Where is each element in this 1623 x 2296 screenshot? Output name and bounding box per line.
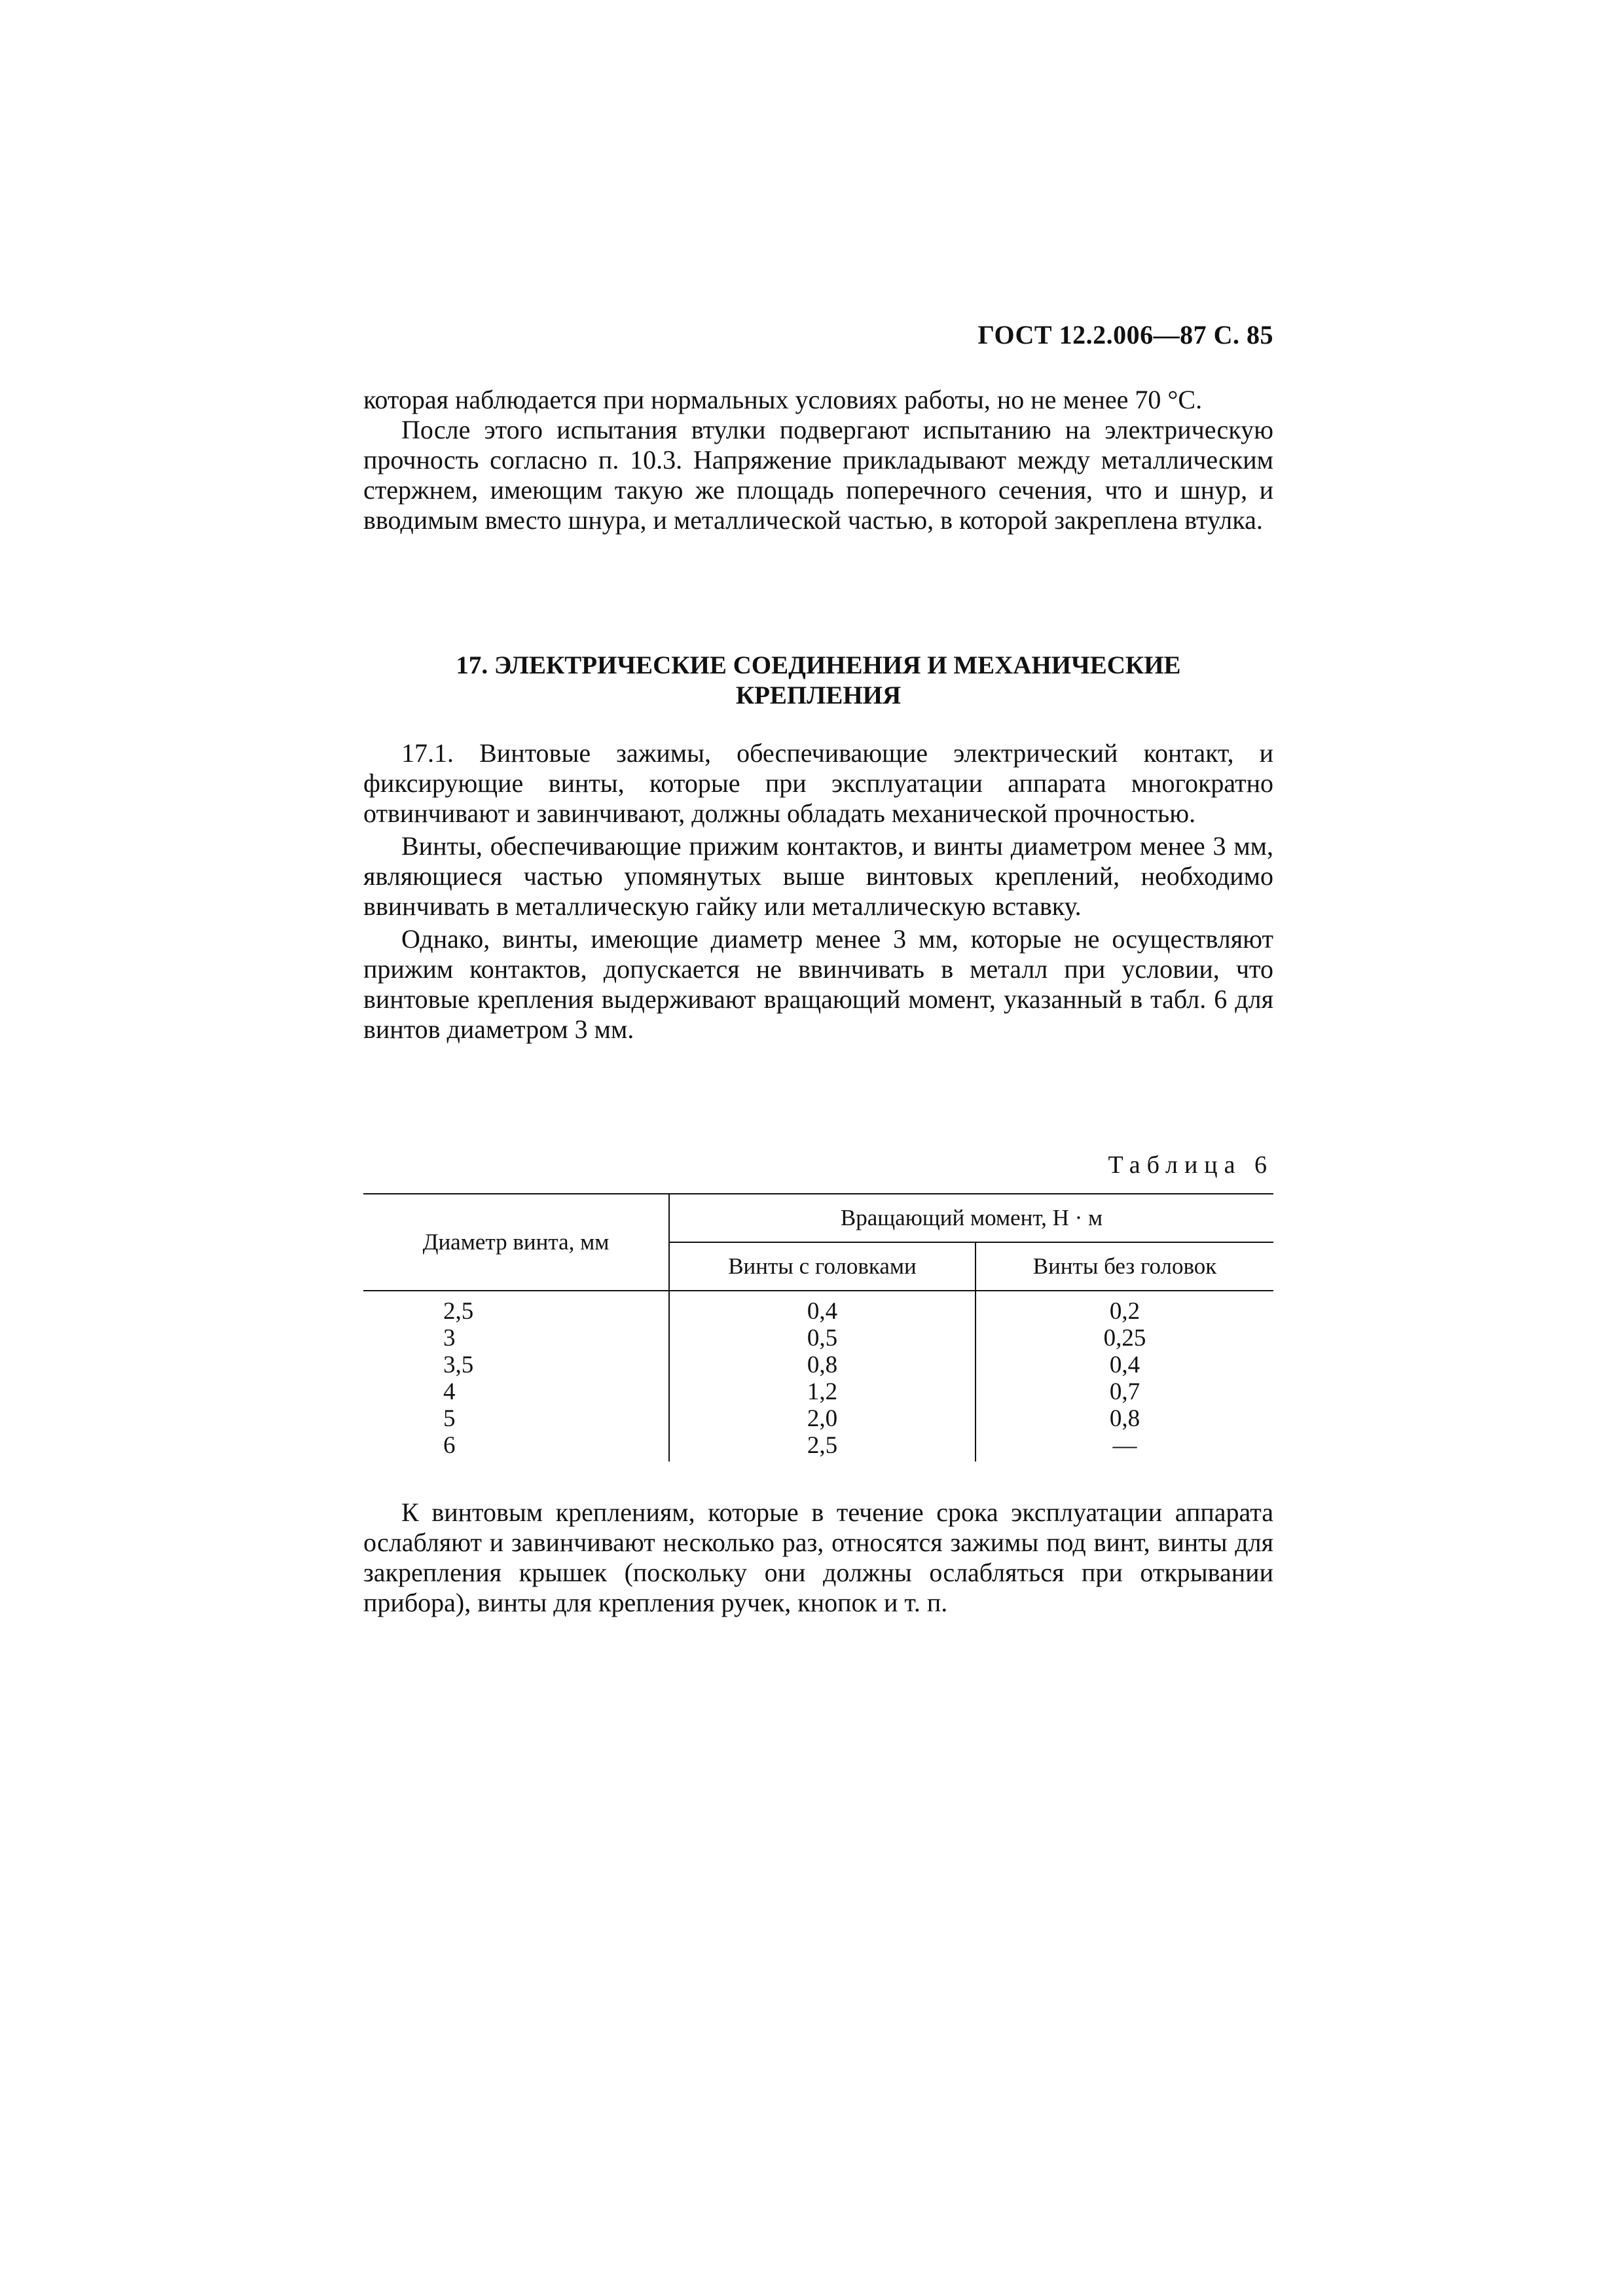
- cell-with-heads: 0,8: [669, 1352, 976, 1378]
- cell-without-heads: 0,8: [1109, 1405, 1140, 1432]
- paragraph: После этого испытания втулки подвергают испытанию на электрическую прочность согласно п. 10.3. Напряжение прикладывают между металлическим стержнем, имеющим такую же площадь поперечного сечения, что и шнур, и вводимым вместо шнура, и металлической частью, в которой закреплена втулка.: [363, 415, 1273, 535]
- torque-table: [363, 1193, 1273, 1462]
- cell-diameter: 3,5: [363, 1352, 669, 1378]
- cell-diameter: 4: [363, 1378, 669, 1405]
- cell-with-heads: 2,0: [669, 1405, 976, 1432]
- header-with-heads: Винты с головками: [669, 1242, 976, 1291]
- section-title-line: 17. ЭЛЕКТРИЧЕСКИЕ СОЕДИНЕНИЯ И МЕХАНИЧЕСКИЕ: [456, 651, 1181, 679]
- cell-diameter: 3: [363, 1325, 669, 1352]
- header-diameter: Диаметр винта, мм: [363, 1194, 669, 1291]
- table-row: [363, 1405, 1273, 1432]
- paragraph: 17.1. Винтовые зажимы, обеспечивающие электрический контакт, и фиксирующие винты, которые при эксплуатации аппарата многократно отвинчивают и завинчивают, должны обладать механической прочностью.: [363, 738, 1273, 828]
- paragraph: Винты, обеспечивающие прижим контактов, и винты диаметром менее 3 мм, являющиеся частью упомянутых выше винтовых креплений, необходимо ввинчивать в металлическую гайку или металлическую вставку.: [363, 831, 1273, 921]
- cell-without-heads: 0,25: [1103, 1325, 1146, 1352]
- cell-without-heads: 0,4: [1109, 1352, 1140, 1378]
- header-without-heads: Винты без головок: [976, 1242, 1273, 1291]
- table-row: [363, 1325, 1273, 1352]
- table-row: [363, 1378, 1273, 1405]
- cell-diameter: 2,5: [363, 1291, 669, 1325]
- closing-text: [363, 1498, 1273, 1618]
- section-body: [363, 738, 1273, 1045]
- cell-diameter: 6: [363, 1432, 669, 1462]
- table-row: [363, 1432, 1273, 1462]
- table-row: [363, 1352, 1273, 1378]
- cell-with-heads: 1,2: [669, 1378, 976, 1405]
- cell-diameter: 5: [363, 1405, 669, 1432]
- intro-text: [363, 385, 1273, 535]
- header-moment: Вращающий момент, Н · м: [669, 1194, 1273, 1242]
- cell-with-heads: 0,5: [669, 1325, 976, 1352]
- paragraph: которая наблюдается при нормальных условиях работы, но не менее 70 °С.: [363, 385, 1203, 414]
- cell-without-heads: —: [1112, 1432, 1137, 1459]
- cell-with-heads: 0,4: [669, 1291, 976, 1325]
- table-caption: Таблица 6: [1108, 1151, 1273, 1179]
- section-title-line: КРЕПЛЕНИЯ: [735, 681, 902, 709]
- cell-with-heads: 2,5: [669, 1432, 976, 1462]
- table-row: [363, 1291, 1273, 1325]
- section-title: [363, 651, 1273, 711]
- paragraph: К винтовым креплениям, которые в течение срока эксплуатации аппарата ослабляют и завинчивают несколько раз, относятся зажимы под винт, винты для закрепления крышек (поскольку они должны ослабляться при открывании прибора), винты для крепления ручек, кнопок и т. п.: [363, 1498, 1273, 1617]
- paragraph: Однако, винты, имеющие диаметр менее 3 мм, которые не осуществляют прижим контактов, допускается не ввинчивать в металл при условии, что винтовые крепления выдерживают вращающий момент, указанный в табл. 6 для винтов диаметром 3 мм.: [363, 924, 1273, 1044]
- cell-without-heads: 0,2: [1109, 1298, 1140, 1325]
- cell-without-heads: 0,7: [1109, 1378, 1140, 1405]
- page-header: ГОСТ 12.2.006—87 С. 85: [977, 320, 1273, 350]
